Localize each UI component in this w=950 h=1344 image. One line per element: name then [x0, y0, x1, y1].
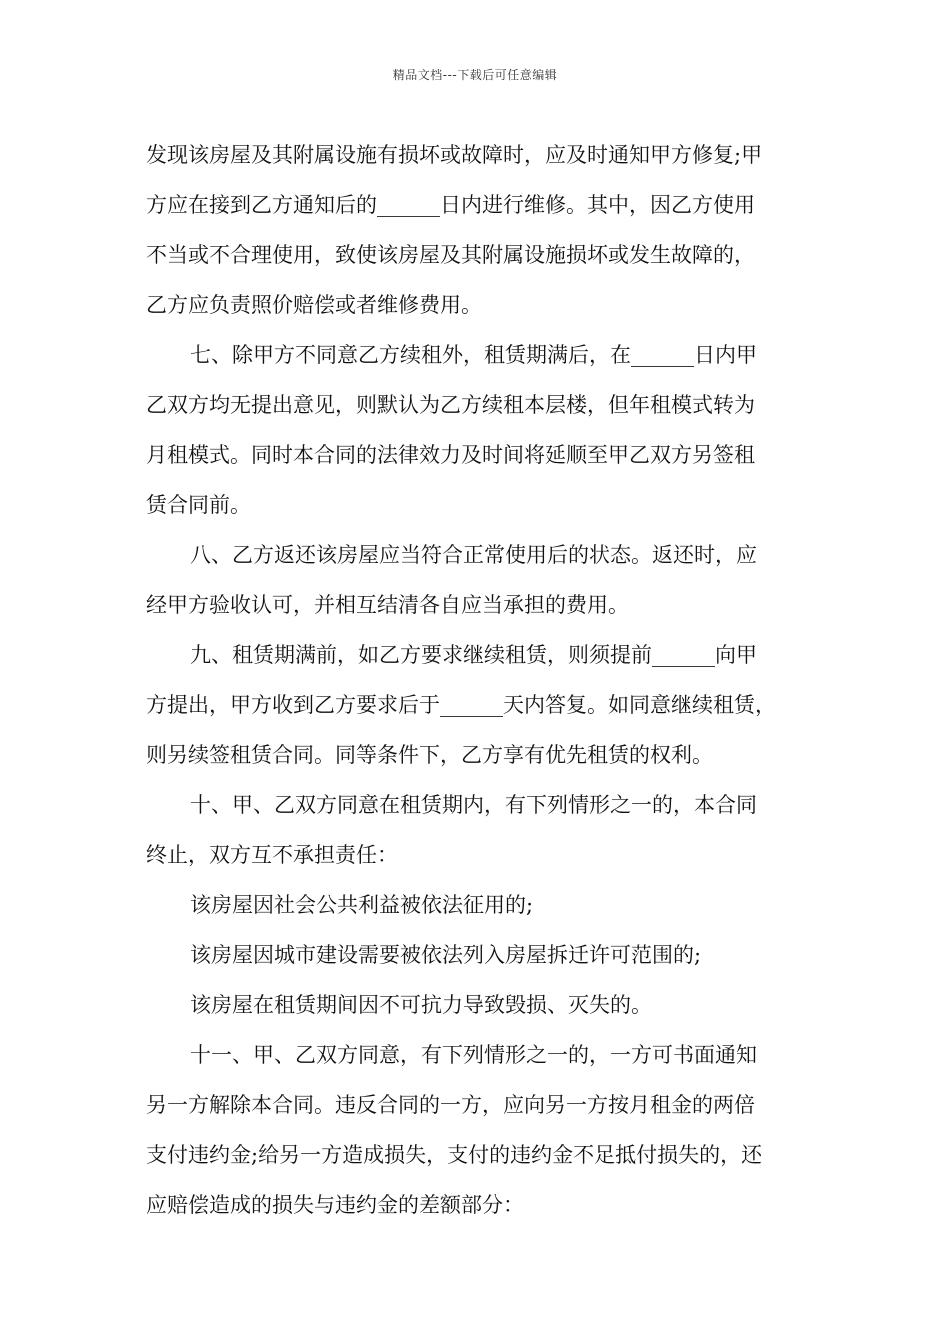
text-line: 该房屋因城市建设需要被依法列入房屋拆迁许可范围的;: [190, 943, 702, 967]
text-line: 支付违约金;给另一方造成损失，支付的违约金不足抵付损失的，还: [146, 1143, 763, 1167]
text-line: 赁合同前。: [146, 493, 251, 517]
text-line: 该房屋在租赁期间因不可抗力导致毁损、灭失的。: [190, 993, 652, 1017]
document-body: [146, 130, 836, 1230]
text-line: 该房屋因社会公共利益被依法征用的;: [190, 893, 534, 917]
text-line: 则另续签租赁合同。同等条件下，乙方享有优先租赁的权利。: [146, 743, 713, 767]
text-line: 应赔偿造成的损失与违约金的差额部分：: [146, 1193, 524, 1217]
text-line: 方提出，甲方收到乙方要求后于______天内答复。如同意继续租赁，: [146, 693, 776, 717]
text-line: 七、除甲方不同意乙方续租外，租赁期满后，在______日内甲: [190, 343, 757, 367]
text-line: 发现该房屋及其附属设施有损坏或故障时，应及时通知甲方修复;甲: [146, 143, 763, 167]
text-line: 终止，双方互不承担责任：: [146, 843, 398, 867]
text-line: 八、乙方返还该房屋应当符合正常使用后的状态。返还时，应: [190, 543, 757, 567]
text-line: 月租模式。同时本合同的法律效力及时间将延顺至甲乙双方另签租: [146, 443, 755, 467]
text-line: 九、租赁期满前，如乙方要求继续租赁，则须提前______向甲: [190, 643, 757, 667]
text-line: 另一方解除本合同。违反合同的一方，应向另一方按月租金的两倍: [146, 1093, 755, 1117]
text-line: 乙方应负责照价赔偿或者维修费用。: [146, 293, 482, 317]
text-line: 不当或不合理使用，致使该房屋及其附属设施损坏或发生故障的，: [146, 243, 755, 267]
text-line: 乙双方均无提出意见，则默认为乙方续租本层楼，但年租模式转为: [146, 393, 755, 417]
text-line: 十、甲、乙双方同意在租赁期内，有下列情形之一的，本合同: [190, 793, 757, 817]
text-line: 经甲方验收认可，并相互结清各自应当承担的费用。: [146, 593, 629, 617]
page-header: 精品文档---下载后可任意编辑: [392, 68, 558, 82]
text-line: 十一、甲、乙双方同意，有下列情形之一的，一方可书面通知: [190, 1043, 757, 1067]
text-line: 方应在接到乙方通知后的______日内进行维修。其中，因乙方使用: [146, 193, 755, 217]
